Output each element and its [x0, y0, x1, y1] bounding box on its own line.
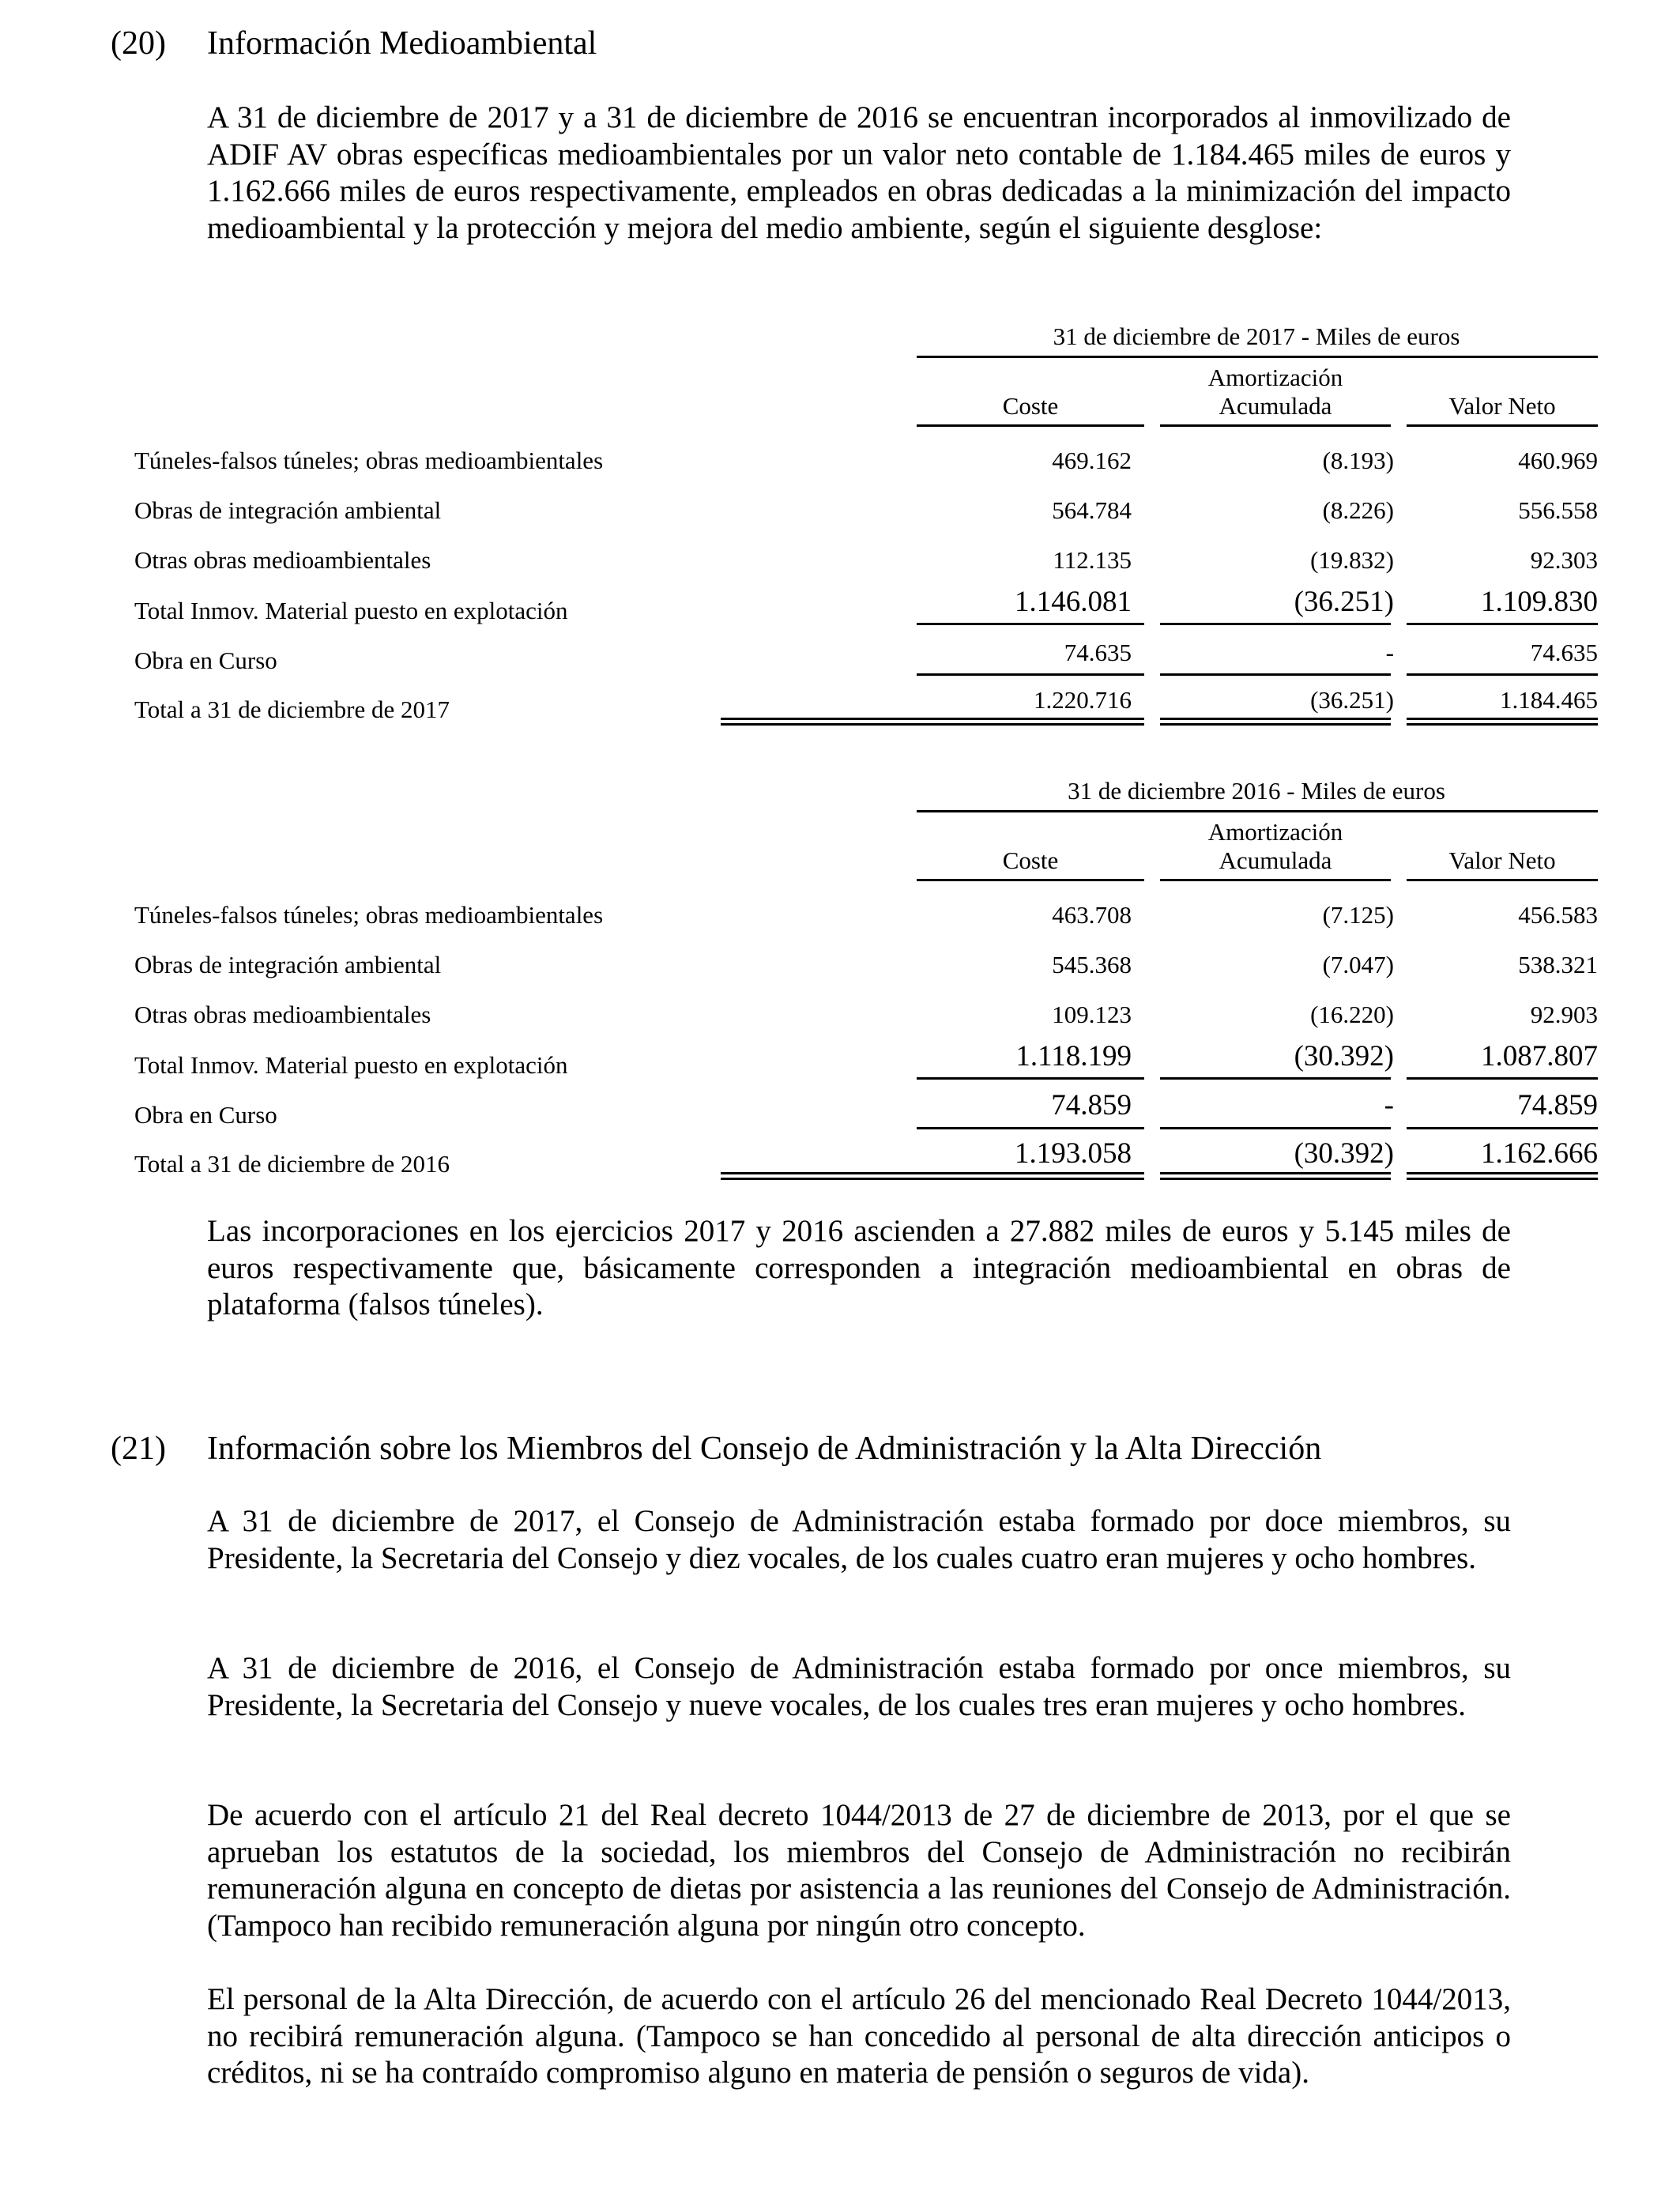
cell-amort: (7.047) [1322, 951, 1394, 978]
col-header-valor-neto: Valor Neto [1448, 392, 1556, 420]
table-rule [1407, 623, 1598, 625]
cell-neto: 1.162.666 [1481, 1137, 1598, 1170]
cell-coste: 564.784 [1052, 496, 1132, 524]
paragraph: A 31 de diciembre de 2016, el Consejo de Administración estaba formado por once miembros, su Presidente, la Secretaria del Consejo y nueve vocales, de los cuales tres eran mujeres y ocho hombres. [207, 1651, 1511, 1722]
cell-coste: 112.135 [1053, 546, 1132, 574]
table-rule [1407, 879, 1598, 881]
col-header-coste: Coste [1002, 392, 1059, 420]
section-20-intro: A 31 de diciembre de 2017 y a 31 de diciembre de 2016 se encuentran incorporados al inmovilizado de ADIF AV obras específicas medioambientales por un valor neto contable de 1.184.465 miles de euros y 1.162.666 miles de euros respectivamente, empleados en obras dedicadas a la minimización del impacto medioambiental y la protección y mejora del medio ambiente, según el siguiente desglose: [207, 100, 1511, 245]
cell-amort: (19.832) [1310, 546, 1394, 574]
cell-amort: - [1385, 639, 1394, 666]
cell-amort: (30.392) [1294, 1040, 1394, 1072]
cell-neto: 460.969 [1518, 447, 1598, 474]
table-period-header: 31 de diciembre 2016 - Miles de euros [1068, 777, 1445, 805]
table-rule [1160, 879, 1391, 881]
cell-amort: (30.392) [1294, 1137, 1394, 1170]
section-number: (21) [111, 1431, 166, 1467]
table-rule [917, 424, 1144, 427]
cell-coste: 1.193.058 [1015, 1137, 1132, 1170]
row-label: Obra en Curso [134, 1101, 277, 1129]
section-20-closing: Las incorporaciones en los ejercicios 2017 y 2016 ascienden a 27.882 miles de euros y 5.145 miles de euros respectivamente que, básicamente corresponden a integración medioambiental en obras de plataforma (falsos túneles). [207, 1214, 1511, 1322]
table-rule [1407, 673, 1598, 676]
row-label: Total Inmov. Material puesto en explotación [134, 1051, 568, 1079]
section-number: (20) [111, 25, 166, 62]
cell-amort: (16.220) [1310, 1001, 1394, 1028]
cell-coste: 545.368 [1052, 951, 1132, 978]
cell-amort: (36.251) [1310, 686, 1394, 714]
section-20-heading [111, 25, 597, 62]
table-rule [1160, 673, 1391, 676]
row-label: Obras de integración ambiental [134, 951, 442, 978]
table-rule [917, 879, 1144, 881]
cell-amort: (8.226) [1322, 496, 1394, 524]
col-header-amortizacion: Amortización [1207, 364, 1343, 391]
row-label: Túneles-falsos túneles; obras medioambientales [134, 447, 604, 474]
table-rule [917, 1077, 1144, 1080]
col-header-valor-neto: Valor Neto [1448, 846, 1556, 874]
cell-coste: 1.146.081 [1015, 586, 1132, 618]
table-rule [1160, 623, 1391, 625]
table-rule [917, 673, 1144, 676]
row-label: Total a 31 de diciembre de 2016 [134, 1150, 450, 1178]
cell-amort: (7.125) [1322, 901, 1394, 929]
cell-coste: 74.635 [1064, 639, 1132, 666]
cell-neto: 456.583 [1518, 901, 1598, 929]
col-header-amortizacion: Amortización [1207, 818, 1343, 846]
paragraph: A 31 de diciembre de 2017, el Consejo de Administración estaba formado por doce miembros, su Presidente, la Secretaria del Consejo y diez vocales, de los cuales cuatro eran mujeres y ocho hombres. [207, 1504, 1511, 1575]
table-rule [917, 810, 1598, 812]
cell-amort: (8.193) [1322, 447, 1394, 474]
cell-coste: 109.123 [1052, 1001, 1132, 1028]
double-rule [1407, 1172, 1598, 1180]
double-rule [1160, 1172, 1391, 1180]
cell-neto: 92.303 [1530, 546, 1598, 574]
cell-neto: 74.859 [1517, 1089, 1598, 1122]
section-title: Información sobre los Miembros del Consejo de Administración y la Alta Dirección [207, 1431, 1322, 1467]
cell-coste: 1.220.716 [1034, 686, 1132, 714]
col-header-acumulada: Acumulada [1219, 846, 1332, 874]
row-label: Otras obras medioambientales [134, 546, 431, 574]
row-label: Otras obras medioambientales [134, 1001, 431, 1028]
double-rule [1160, 718, 1391, 726]
cell-coste: 1.118.199 [1015, 1040, 1132, 1072]
cell-neto: 1.109.830 [1481, 586, 1598, 618]
col-header-coste: Coste [1002, 846, 1059, 874]
double-rule [1407, 718, 1598, 726]
cell-coste: 463.708 [1052, 901, 1132, 929]
table-rule [917, 1127, 1144, 1129]
row-label: Total Inmov. Material puesto en explotación [134, 597, 568, 624]
table-rule [1407, 424, 1598, 427]
cell-neto: 538.321 [1518, 951, 1598, 978]
table-rule [1160, 1127, 1391, 1129]
table-rule [1160, 1077, 1391, 1080]
col-header-acumulada: Acumulada [1219, 392, 1332, 420]
cell-amort: (36.251) [1294, 586, 1394, 618]
section-21-heading [111, 1431, 1321, 1467]
cell-neto: 92.903 [1530, 1001, 1598, 1028]
row-label: Obras de integración ambiental [134, 496, 442, 524]
cell-coste: 74.859 [1051, 1089, 1132, 1122]
double-rule [721, 1172, 1144, 1180]
row-label: Total a 31 de diciembre de 2017 [134, 696, 450, 723]
cell-neto: 556.558 [1518, 496, 1598, 524]
section-title: Información Medioambiental [207, 25, 597, 62]
cell-neto: 1.184.465 [1500, 686, 1598, 714]
paragraph: De acuerdo con el artículo 21 del Real decreto 1044/2013 de 27 de diciembre de 2013, por el que se aprueban los estatutos de la sociedad, los miembros del Consejo de Administración no recibirán remuneración alguna en concepto de dietas por asistencia a las reuniones del Consejo de Administración. (Tampoco han recibido remuneración alguna por ningún otro concepto. [207, 1798, 1511, 1943]
table-rule [1407, 1077, 1598, 1080]
double-rule [721, 718, 1144, 726]
table-rule [917, 623, 1144, 625]
cell-neto: 74.635 [1530, 639, 1598, 666]
cell-amort: - [1384, 1089, 1394, 1122]
paragraph: El personal de la Alta Dirección, de acuerdo con el artículo 26 del mencionado Real Decreto 1044/2013, no recibirá remuneración alguna. (Tampoco se han concedido al personal de alta dirección anticipos o créditos, ni se ha contraído compromiso alguno en materia de pensión o seguros de vida). [207, 1982, 1511, 2090]
row-label: Túneles-falsos túneles; obras medioambientales [134, 901, 604, 929]
table-period-header: 31 de diciembre de 2017 - Miles de euros [1053, 322, 1460, 350]
table-rule [1160, 424, 1391, 427]
cell-coste: 469.162 [1052, 447, 1132, 474]
row-label: Obra en Curso [134, 647, 277, 674]
cell-neto: 1.087.807 [1481, 1040, 1598, 1072]
table-rule [917, 356, 1598, 358]
table-rule [1407, 1127, 1598, 1129]
